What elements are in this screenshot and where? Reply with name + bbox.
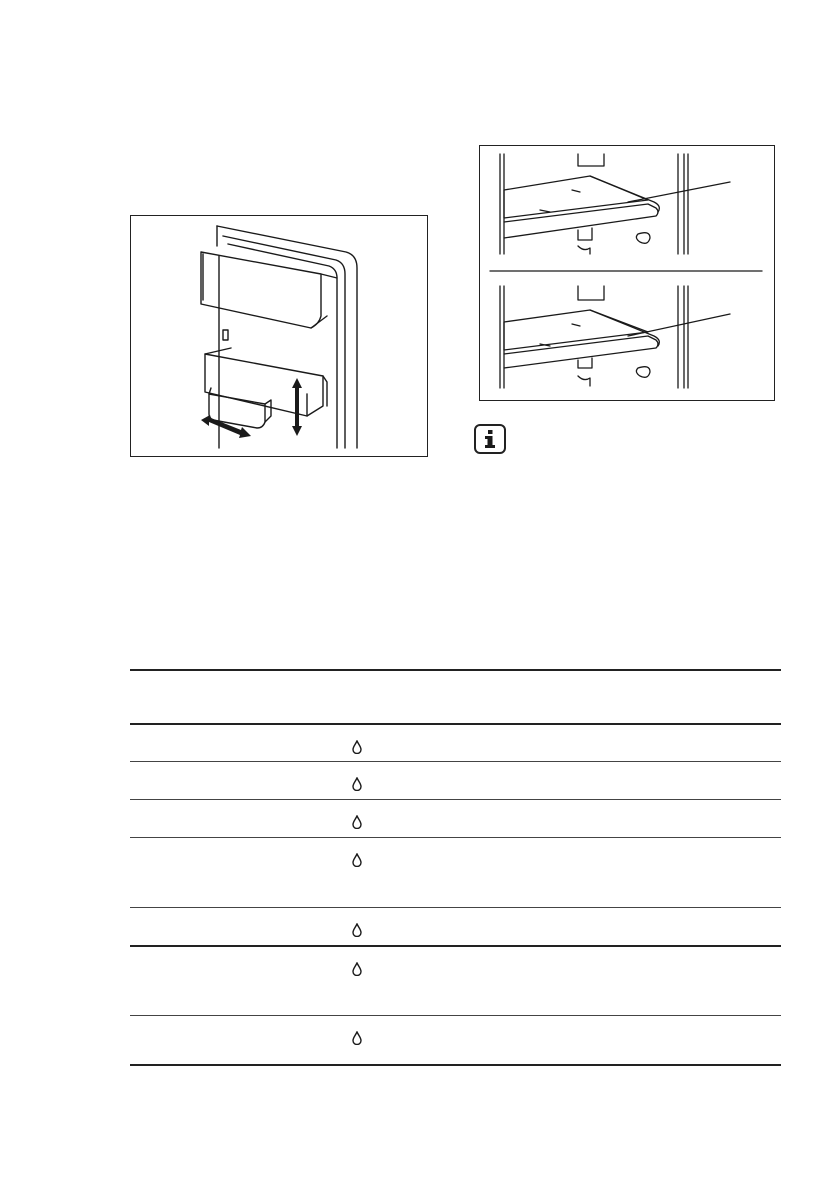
door-bins-illustration (130, 215, 428, 457)
table-row (130, 723, 781, 761)
water-drop-icon (351, 815, 363, 829)
table-header-row (130, 671, 781, 723)
water-drop-icon (351, 853, 363, 867)
shelf-upper-view (500, 154, 730, 254)
table-row (130, 799, 781, 837)
water-drop-icon (351, 777, 363, 791)
water-drop-icon (351, 962, 363, 976)
table-row (130, 907, 781, 945)
info-icon (474, 424, 506, 454)
shelf-lower-view (500, 286, 730, 388)
table-row (130, 837, 781, 907)
glass-shelf-illustration (479, 145, 775, 401)
table-row (130, 761, 781, 799)
table-row (130, 1015, 781, 1064)
water-drop-icon (351, 1031, 363, 1045)
table-row (130, 945, 781, 1015)
storage-table (130, 669, 781, 1066)
water-drop-icon (351, 923, 363, 937)
water-drop-icon (351, 740, 363, 754)
